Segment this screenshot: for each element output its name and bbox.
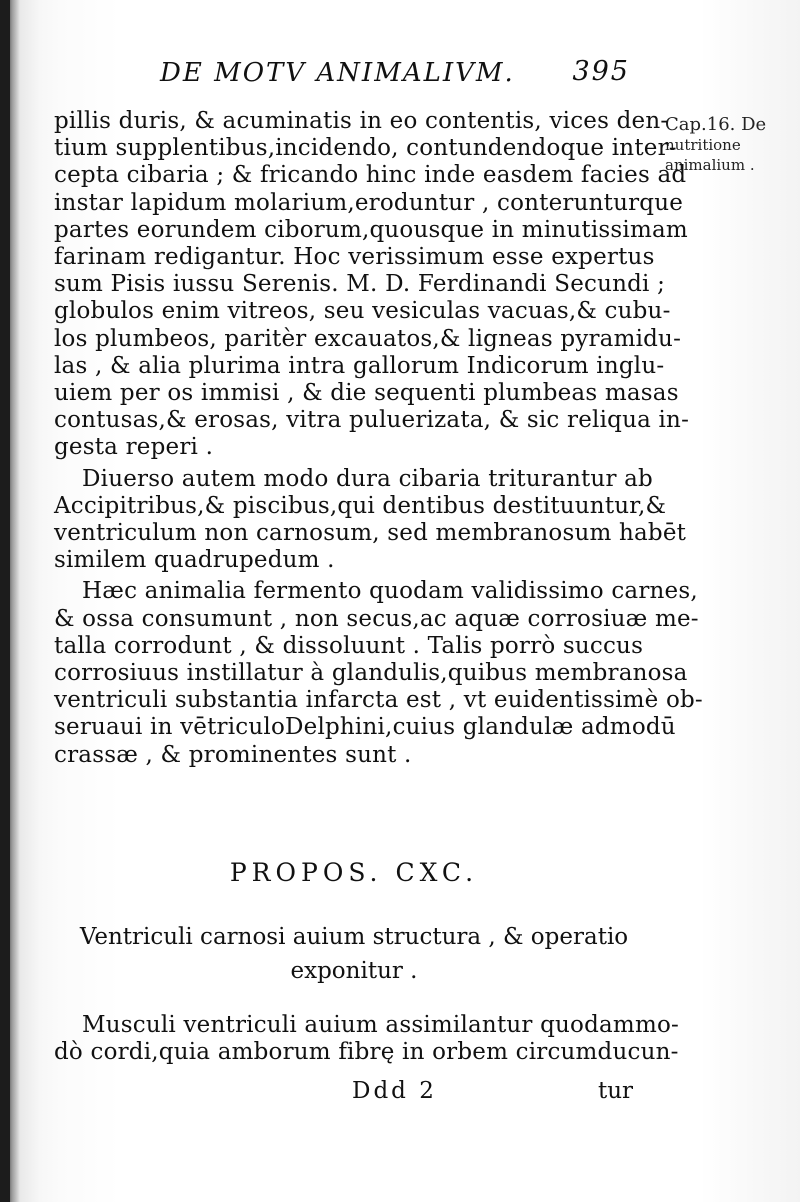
- subtitle-line: Ventriculi carnosi auium structura , & operatio: [79, 924, 629, 950]
- paragraph-4: [54, 1012, 679, 1066]
- text-line: las , & alia plurima intra gallorum Indicorum inglu-: [54, 352, 665, 379]
- text-line: ventriculum non carnosum, sed membranosum habēt: [54, 520, 687, 547]
- text-line: Musculi ventriculi auium assimilantur quodammo-: [82, 1012, 679, 1038]
- text-line: pillis duris, & acuminatis in eo contentis, vices den-: [54, 108, 669, 134]
- text-line: dò cordi,quia amborum fibrę in orbem circumducun-: [54, 1039, 679, 1066]
- text-line: Hæc animalia fermento quodam validissimo carnes,: [82, 578, 698, 605]
- paragraph-1: [54, 108, 690, 462]
- text-line: & ossa consumunt , non secus,ac aquæ corrosiuæ me-: [54, 605, 699, 632]
- text-line: farinam redigantur. Hoc verissimum esse expertus: [54, 244, 655, 271]
- text-line: Diuerso autem modo dura cibaria triturantur ab: [82, 465, 653, 492]
- page-footer: [0, 1078, 800, 1108]
- subtitle-line: exponitur .: [290, 958, 418, 984]
- text-line: talla corrodunt , & dissoluunt . Talis porrò succus: [54, 632, 644, 659]
- page-number: 395: [572, 56, 630, 87]
- paragraph-3: [54, 578, 703, 768]
- running-title: DE MOTV ANIMALIVM.: [160, 58, 515, 88]
- text-line: sum Pisis iussu Serenis. M. D. Ferdinandi Secundi ;: [54, 271, 666, 298]
- text-line: crassæ , & prominentes sunt .: [54, 741, 412, 768]
- text-line: seruaui in vētriculoDelphini,cuius glandulæ admodū: [54, 714, 676, 741]
- text-line: partes eorundem ciborum,quousque in minutissimam: [54, 216, 688, 243]
- marginal-note-line: Cap.16. De: [665, 114, 767, 135]
- text-line: tium supplentibus,incidendo, contundendoque inter-: [54, 135, 677, 162]
- book-spine-shadow: [0, 0, 10, 1202]
- proposition-heading: PROPOS. CXC.: [229, 858, 479, 887]
- text-line: cepta cibaria ; & fricando hinc inde easdem facies ad: [54, 162, 687, 189]
- paragraph-2: [54, 465, 687, 575]
- running-header: [160, 52, 630, 92]
- text-line: corrosiuus instillatur à glandulis,quibus membranosa: [54, 660, 688, 687]
- text-line: los plumbeos, paritèr excauatos,& ligneas pyramidu-: [54, 325, 682, 352]
- proposition-subtitle: [54, 920, 654, 988]
- catchword: tur: [598, 1078, 634, 1104]
- text-line: ventriculi substantia infarcta est , vt euidentissimè ob-: [54, 687, 703, 714]
- marginal-note-line: nutritione: [665, 136, 741, 154]
- text-line: similem quadrupedum .: [54, 547, 335, 574]
- text-line: contusas,& erosas, vitra puluerizata, & sic reliqua in-: [54, 407, 690, 434]
- marginal-note-line: animalium .: [665, 156, 755, 174]
- text-line: uiem per os immisi , & die sequenti plumbeas masas: [54, 380, 679, 407]
- text-line: globulos enim vitreos, seu vesiculas vacuas,& cubu-: [54, 298, 671, 325]
- text-line: instar lapidum molarium,eroduntur , conterunturque: [54, 189, 684, 216]
- signature-mark: Ddd 2: [352, 1078, 437, 1104]
- text-line: Accipitribus,& piscibus,qui dentibus destituuntur,&: [54, 492, 667, 519]
- text-line: gesta reperi .: [54, 434, 214, 461]
